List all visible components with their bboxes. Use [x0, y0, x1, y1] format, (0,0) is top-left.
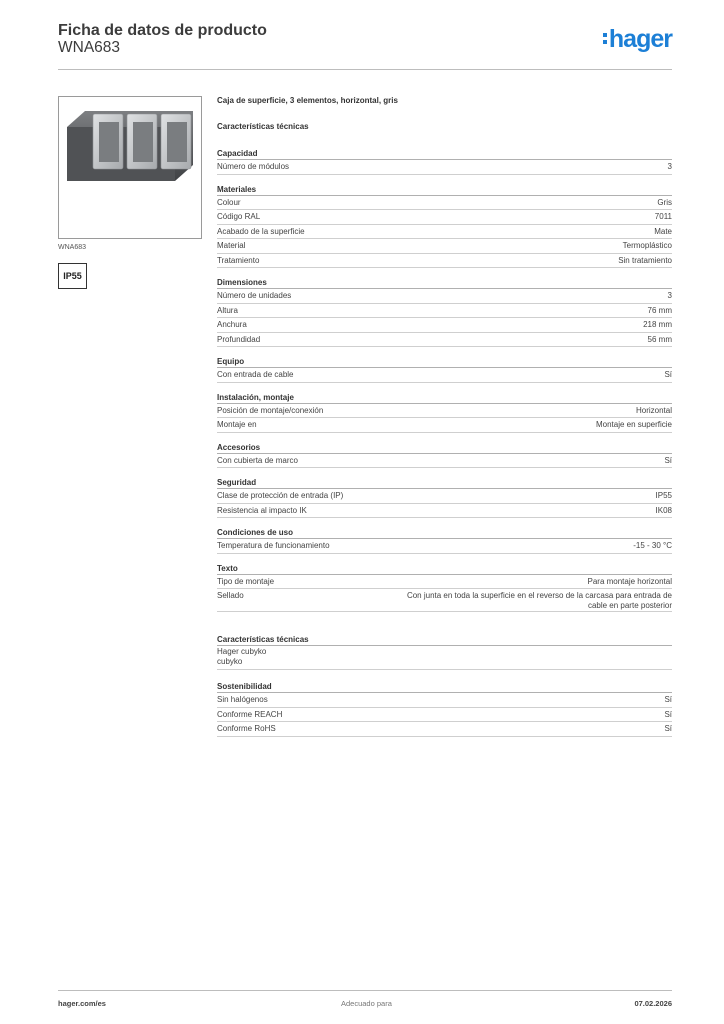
- spec-value: Sí: [664, 709, 672, 719]
- extra-line-1: Hager cubyko: [217, 647, 267, 656]
- spec-row: [217, 289, 672, 304]
- spec-sections: [217, 147, 672, 612]
- extra-line-2: cubyko: [217, 657, 243, 666]
- page-header: [58, 22, 672, 70]
- spec-label: Conforme REACH: [217, 709, 283, 719]
- extra-section-text: [217, 646, 672, 670]
- spec-label: Conforme RoHS: [217, 724, 276, 733]
- section-title: Texto: [217, 562, 672, 575]
- spec-row: [217, 160, 672, 175]
- spec-value: Gris: [657, 197, 672, 207]
- spec-label: Número de módulos: [217, 162, 290, 171]
- spec-label: Con cubierta de marco: [217, 455, 298, 465]
- spec-section: [217, 562, 672, 613]
- spec-row: [217, 254, 672, 269]
- spec-row: [217, 693, 672, 708]
- sustainability-section: [217, 680, 672, 737]
- extra-section: [217, 633, 672, 670]
- spec-section: [217, 526, 672, 554]
- page-title: Ficha de datos de producto: [58, 22, 267, 39]
- spec-section: [217, 183, 672, 269]
- spec-value: 3: [667, 162, 672, 171]
- spec-row: [217, 454, 672, 469]
- spec-label: Material: [217, 241, 246, 250]
- spec-label: Temperatura de funcionamiento: [217, 541, 330, 550]
- spec-value: Sí: [664, 695, 672, 704]
- product-code: WNA683: [58, 39, 121, 56]
- spec-label: Colour: [217, 197, 241, 207]
- spec-label: Código RAL: [217, 212, 261, 221]
- spec-label: Acabado de la superficie: [217, 226, 305, 236]
- spec-value: -15 - 30 °C: [633, 541, 672, 550]
- ip-rating-badge: IP55: [58, 263, 87, 289]
- spec-label: Montaje en: [217, 420, 257, 429]
- spec-section: [217, 476, 672, 518]
- spec-value: Sí: [664, 370, 672, 379]
- footer-website-link[interactable]: hager.com/es: [58, 999, 106, 1008]
- spec-row: [217, 210, 672, 225]
- spec-label: Tratamiento: [217, 255, 260, 265]
- section-title: Capacidad: [217, 147, 672, 160]
- spec-value: 3: [667, 291, 672, 300]
- spec-section: [217, 391, 672, 433]
- spec-value: Para montaje horizontal: [587, 576, 672, 586]
- spec-row: [217, 575, 672, 590]
- spec-row: [217, 418, 672, 433]
- spec-row: [217, 504, 672, 519]
- spec-section: [217, 147, 672, 175]
- spec-label: Con entrada de cable: [217, 370, 294, 379]
- extra-section-title: Características técnicas: [217, 633, 672, 646]
- spec-label: Sin halógenos: [217, 695, 268, 704]
- section-title: Equipo: [217, 355, 672, 368]
- section-title: Dimensiones: [217, 276, 672, 289]
- spec-row: [217, 722, 672, 737]
- spec-row: [217, 196, 672, 211]
- spec-value: Montaje en superficie: [595, 420, 672, 429]
- page-footer: [58, 990, 672, 1016]
- spec-row: [217, 589, 672, 612]
- spec-value: 7011: [654, 212, 672, 221]
- spec-value: Termoplástico: [622, 241, 672, 250]
- section-title: Accesorios: [217, 441, 672, 454]
- spec-row: [217, 333, 672, 348]
- spec-value: Sin tratamiento: [618, 255, 672, 265]
- section-title: Materiales: [217, 183, 672, 196]
- spec-label: Tipo de montaje: [217, 576, 275, 586]
- spec-label: Clase de protección de entrada (IP): [217, 491, 344, 500]
- spec-label: Sellado: [217, 591, 244, 600]
- spec-row: [217, 368, 672, 383]
- logo-text: hager: [608, 25, 672, 53]
- spec-section: [217, 355, 672, 383]
- spec-row: [217, 304, 672, 319]
- spec-value: 218 mm: [643, 320, 672, 329]
- spec-value: 56 mm: [647, 334, 672, 344]
- product-image: [58, 96, 202, 239]
- logo-mark: [603, 33, 607, 47]
- spec-section: [217, 441, 672, 469]
- spec-label: Resistencia al impacto IK: [217, 505, 307, 515]
- spec-section: [217, 276, 672, 347]
- spec-row: [217, 539, 672, 554]
- image-caption: WNA683: [58, 244, 87, 251]
- technical-characteristics-title: Características técnicas: [217, 122, 309, 131]
- section-title: Instalación, montaje: [217, 391, 672, 404]
- spec-value: Horizontal: [635, 405, 672, 415]
- spec-value: IP55: [655, 491, 672, 500]
- spec-value: IK08: [655, 505, 672, 515]
- spec-value: 76 mm: [647, 305, 672, 315]
- product-description: Caja de superficie, 3 elementos, horizontal, gris: [217, 96, 398, 105]
- spec-value: Sí: [664, 455, 672, 465]
- spec-label: Profundidad: [217, 334, 261, 344]
- spec-row: [217, 318, 672, 333]
- spec-label: Posición de montaje/conexión: [217, 405, 324, 415]
- spec-content: [217, 92, 672, 745]
- spec-label: Altura: [217, 305, 238, 315]
- spec-label: Número de unidades: [217, 291, 292, 300]
- hager-logo[interactable]: [603, 24, 672, 54]
- spec-row: [217, 404, 672, 419]
- footer-date: 07.02.2026: [634, 999, 672, 1008]
- footer-suitable-for: Adecuado para: [341, 999, 392, 1008]
- spec-row: [217, 225, 672, 240]
- spec-value: Mate: [654, 226, 672, 236]
- spec-row: [217, 708, 672, 723]
- spec-label: Anchura: [217, 320, 247, 329]
- spec-row: [217, 239, 672, 254]
- spec-value: Con junta en toda la superficie en el reverso de la carcasa para entrada de cable en parte posterior: [406, 591, 672, 610]
- section-title: Seguridad: [217, 476, 672, 489]
- section-title: Condiciones de uso: [217, 526, 672, 539]
- sustainability-title: Sostenibilidad: [217, 680, 672, 693]
- spec-value: Sí: [664, 724, 672, 733]
- spec-row: [217, 489, 672, 504]
